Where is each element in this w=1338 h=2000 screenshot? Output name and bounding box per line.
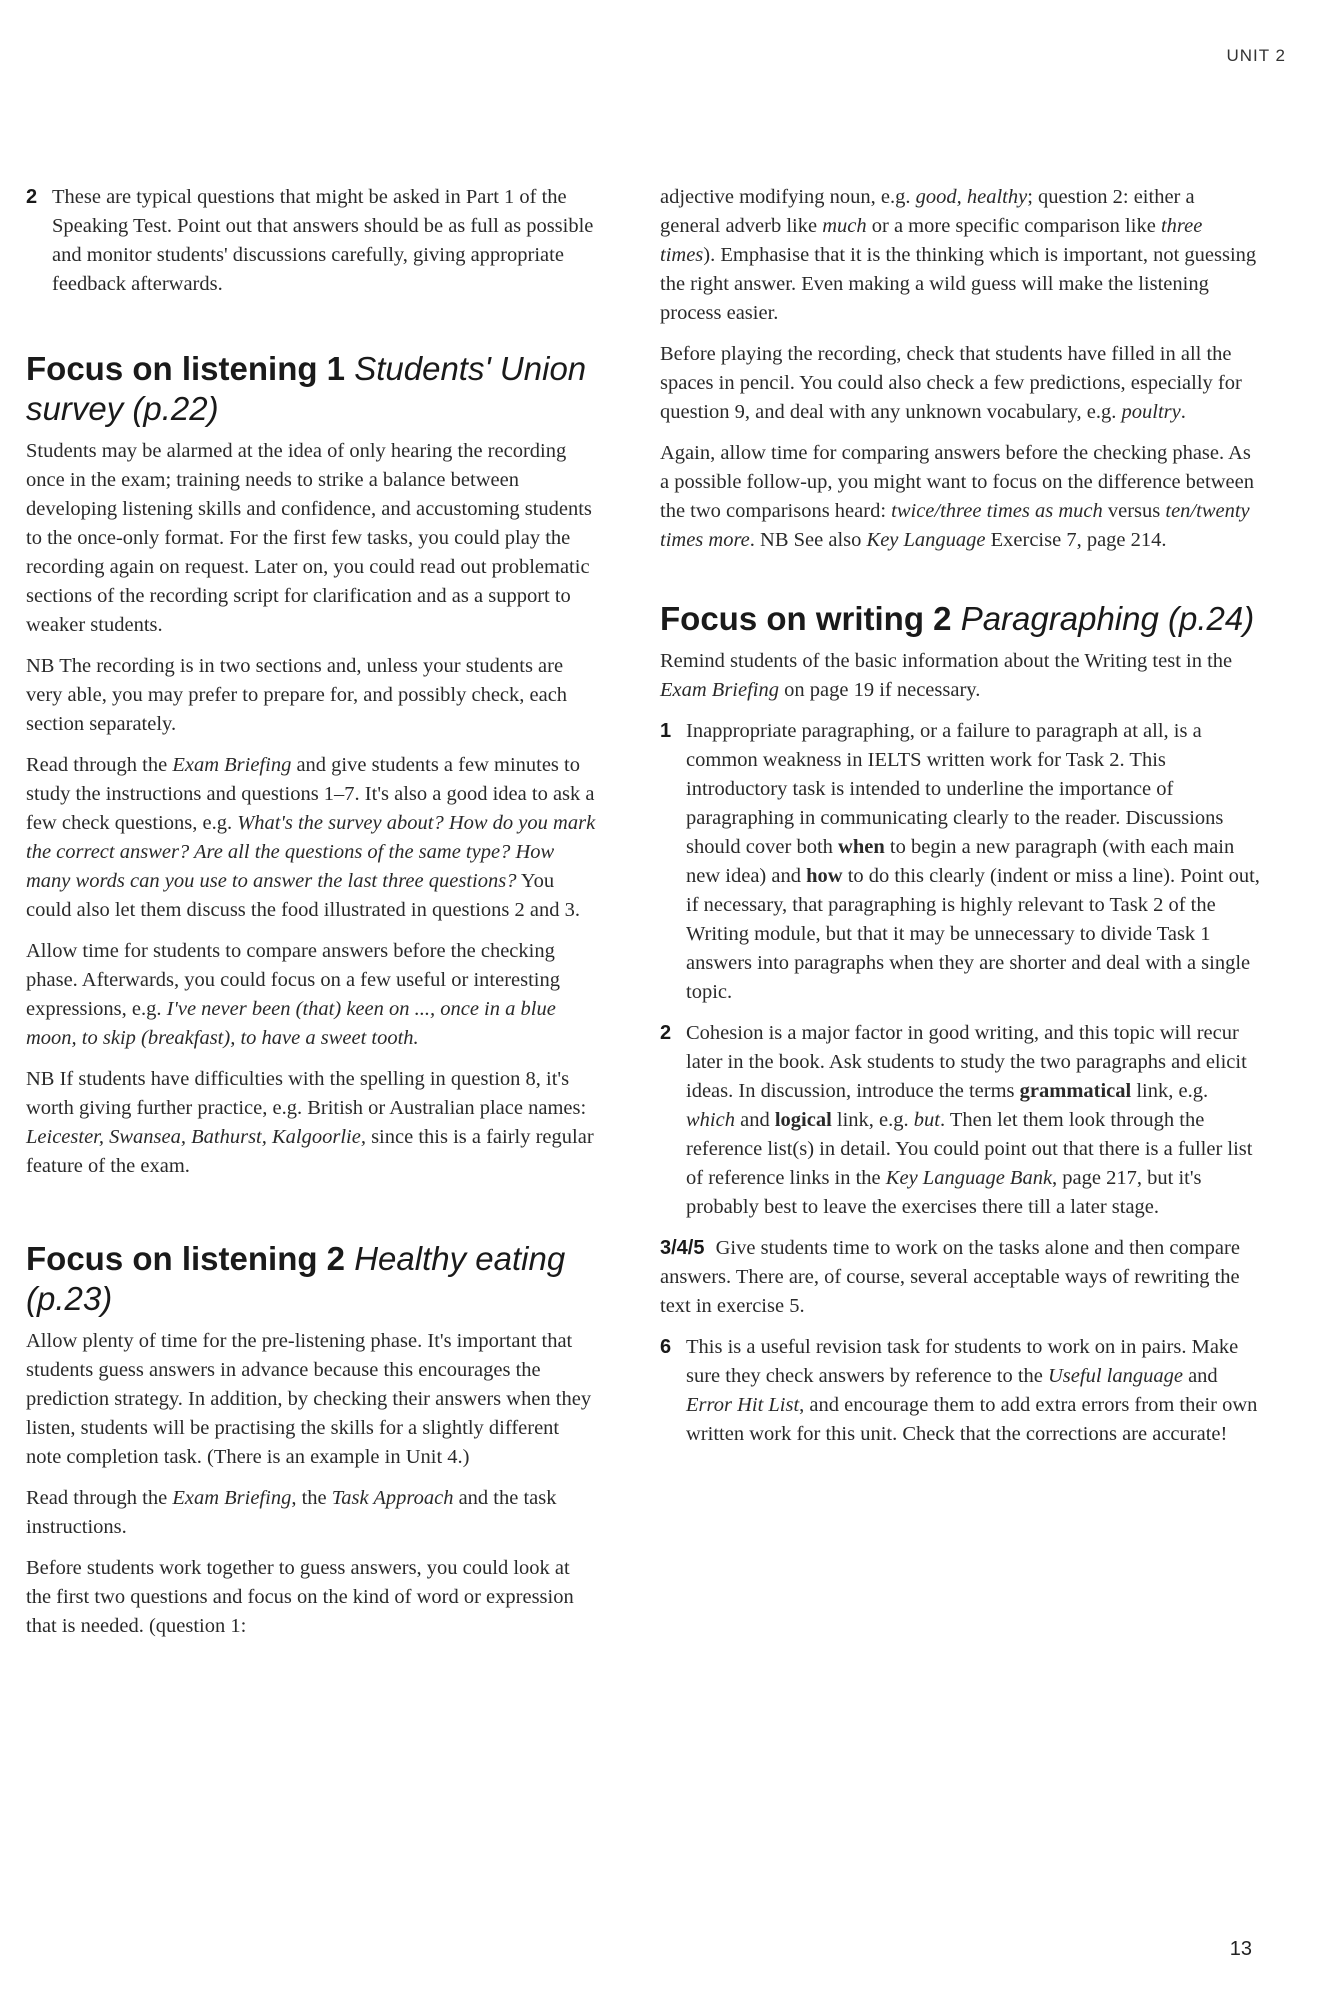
writing2-intro: Remind students of the basic information about the Writing test in the Exam Briefing on page 19 if necessary. bbox=[660, 650, 1233, 701]
left-column bbox=[26, 183, 598, 1653]
item-number: 2 bbox=[26, 186, 38, 208]
continuation-p3: Again, allow time for comparing answers before the checking phase. As a possible follow-up, you might want to focus on the difference between the two comparisons heard: twice/three times as much versus ten/twenty times more. NB See also Key Language Exercise 7, page 214. bbox=[660, 442, 1254, 551]
listening1-p3: Read through the Exam Briefing and give students a few minutes to study the instructions and questions 1–7. It's also a good idea to ask a few check questions, e.g. What's the survey about? How do you mark the correct answer? Are all the questions of the same type? How many words can you use to answer the last three questions? You could also let them discuss the food illustrated in questions 2 and 3. bbox=[26, 754, 596, 921]
continuation-p1: adjective modifying noun, e.g. good, healthy; question 2: either a general adverb like much or a more specific comparison like three times). Emphasise that it is the thinking which is important, not guessing the right answer. Even making a wild guess will make the listening process easier. bbox=[660, 186, 1257, 324]
right-column bbox=[660, 183, 1260, 1461]
listening1-p2: NB The recording is in two sections and, unless your students are very able, you may prefer to prepare for, and possibly check, each section separately. bbox=[26, 655, 568, 735]
item-number: 1 bbox=[660, 720, 672, 742]
item-number: 2 bbox=[660, 1022, 672, 1044]
listening1-p1: Students may be alarmed at the idea of only hearing the recording once in the exam; training needs to strike a balance between developing listening skills and confidence, and accustoming students to the once-only format. For the first few tasks, you could play the recording again on request. Later on, you could read out problematic sections of the recording script for clarification and as a support to weaker students. bbox=[26, 440, 592, 636]
intro-text: These are typical questions that might be asked in Part 1 of the Speaking Test. Point out that answers should be as full as possible and monitor students' discussions carefully, giving appropriate feedback afterwards. bbox=[52, 186, 594, 295]
listening2-p1: Allow plenty of time for the pre-listening phase. It's important that students guess answers in advance because this encourages the prediction strategy. In addition, by checking their answers when they listen, students will be practising the skills for a slightly different note completion task. (There is an example in Unit 4.) bbox=[26, 1330, 592, 1468]
listening1-p5: NB If students have difficulties with the spelling in question 8, it's worth giving further practice, e.g. British or Australian place names: Leicester, Swansea, Bathurst, Kalgoorlie, since this is a fairly regular feature of the exam. bbox=[26, 1068, 594, 1177]
item-number: 3/4/5 bbox=[660, 1237, 705, 1259]
listening1-p4: Allow time for students to compare answers before the checking phase. Afterwards, you could focus on a few useful or interesting expressions, e.g. I've never been (that) keen on ..., once in a blue moon, to skip (breakfast), to have a sweet tooth. bbox=[26, 940, 560, 1049]
writing-item-1: 1 Inappropriate paragraphing, or a failure to paragraph at all, is a common weakness in IELTS written work for Task 2. This introductory task is intended to underline the importance of paragraphing in communicating clearly to the reader. Discussions should cover both when to begin a new paragraph (with each main new idea) and how to do this clearly (indent or miss a line). Point out, if necessary, that paragraphing is highly relevant to Task 2 of the Writing module, but that it may be unnecessary to divide Task 1 answers into paragraphs when they are shorter and deal with a single topic. bbox=[660, 717, 1260, 1007]
heading-listening-1: Focus on listening 1 Students' Union survey (p.22) bbox=[26, 350, 587, 427]
heading-writing-2: Focus on writing 2 Paragraphing (p.24) bbox=[660, 600, 1255, 637]
writing-item-2: 2 Cohesion is a major factor in good writing, and this topic will recur later in the book. Ask students to study the two paragraphs and elicit ideas. In discussion, introduce the terms grammatical link, e.g. which and logical link, e.g. but. Then let them look through the reference list(s) in detail. You could point out that there is a fuller list of reference links in the Key Language Bank, page 217, but it's probably best to leave the exercises there till a later stage. bbox=[660, 1019, 1260, 1222]
heading-listening-2: Focus on listening 2 Healthy eating (p.23) bbox=[26, 1240, 566, 1317]
listening2-p3: Before students work together to guess answers, you could look at the first two questions and focus on the kind of word or expression that is needed. (question 1: bbox=[26, 1557, 574, 1637]
item-number: 6 bbox=[660, 1336, 672, 1358]
listening2-p2: Read through the Exam Briefing, the Task Approach and the task instructions. bbox=[26, 1487, 557, 1538]
intro-item-2 bbox=[26, 183, 598, 299]
page-number: 13 bbox=[1229, 1938, 1252, 1960]
unit-header: UNIT 2 bbox=[1226, 46, 1286, 65]
writing-item-3-4-5: 3/4/5 Give students time to work on the tasks alone and then compare answers. There are, of course, several acceptable ways of rewriting the text in exercise 5. bbox=[660, 1237, 1240, 1317]
continuation-p2: Before playing the recording, check that students have filled in all the spaces in pencil. You could also check a few predictions, especially for question 9, and deal with any unknown vocabulary, e.g. poultry. bbox=[660, 343, 1242, 423]
writing-item-6: 6 This is a useful revision task for students to work on in pairs. Make sure they check answers by reference to the Useful language and Error Hit List, and encourage them to add extra errors from their own written work for this unit. Check that the corrections are accurate! bbox=[660, 1333, 1260, 1449]
